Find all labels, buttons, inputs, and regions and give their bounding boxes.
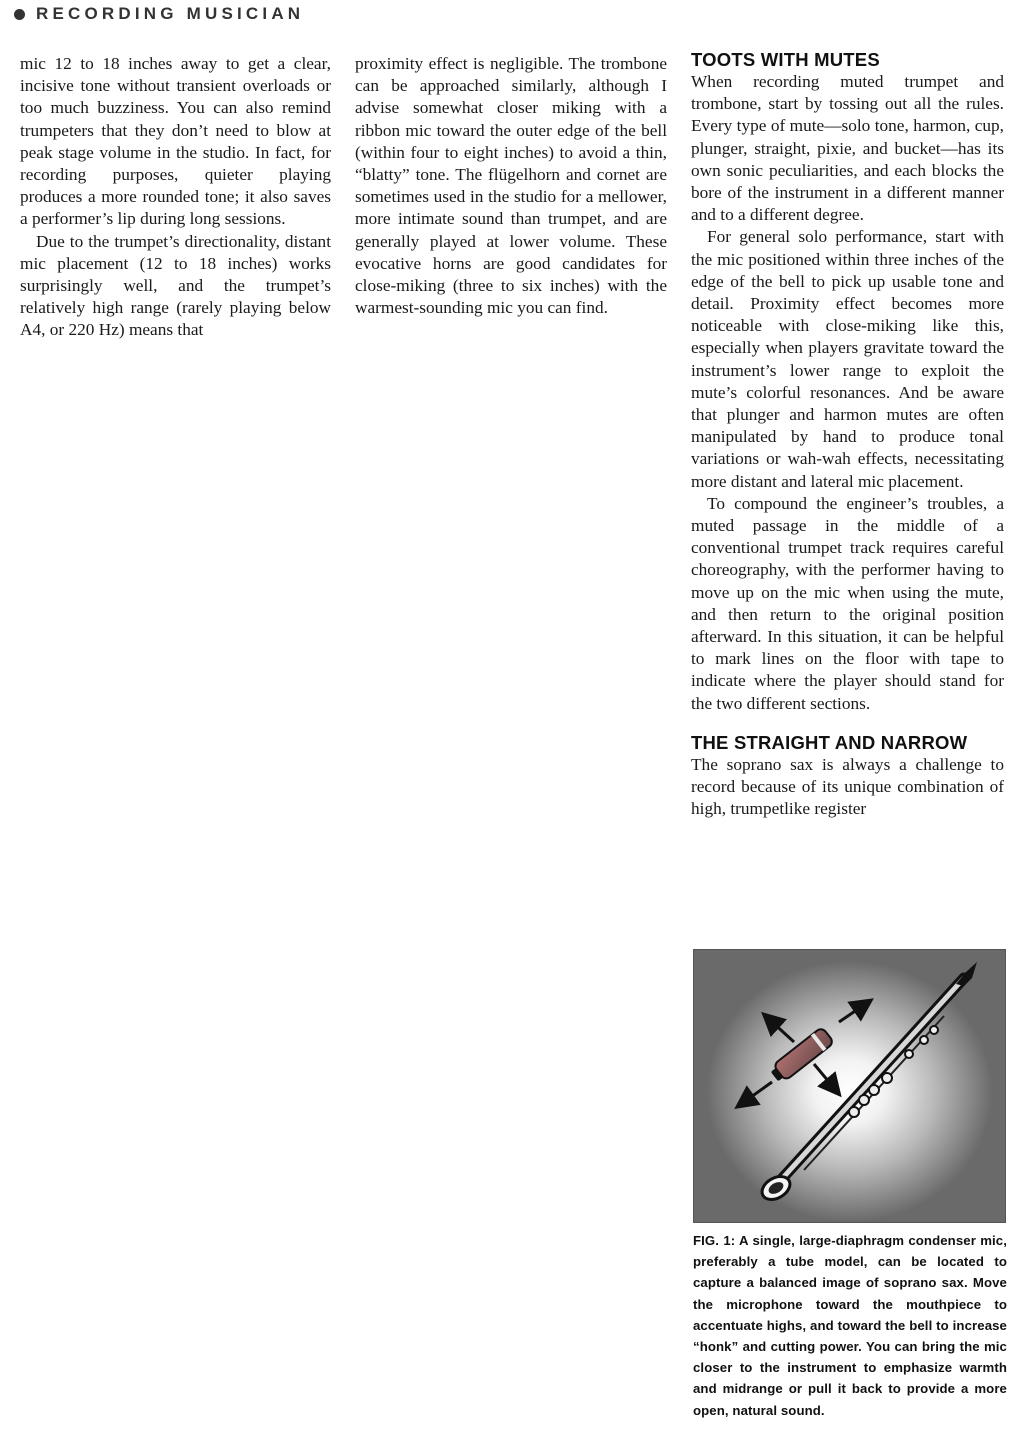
paragraph: To compound the engineer’s troubles, a muted passage in the middle of a conventional trumpet track requires careful choreography, with the performer having to move up on the mic when using the mute, and then return to the original position afterward. In this situation, it can be helpful to mark lines on the floor with tape to indicate where the player should stand for the two different sections. <box>691 493 1004 713</box>
arrow-down-left-icon <box>744 1082 772 1102</box>
section-heading-toots-with-mutes: TOOTS WITH MUTES <box>691 49 880 70</box>
paragraph: proximity effect is negligible. The trombone can be approached similarly, although I advise somewhat closer miking with a ribbon mic toward the outer edge of the bell (within four to eight inches) to avoid a thin, “blatty” tone. The flügelhorn and cornet are sometimes used in the studio for a mellower, more intimate sound than trumpet, and are generally played at lower volume. These evocative horns are good candidates for close-miking (three to six inches) with the warmest-sounding mic you can find. <box>355 54 667 318</box>
running-head <box>14 4 304 24</box>
arrow-down-right-icon <box>814 1064 834 1088</box>
figure-illustration <box>693 949 1006 1223</box>
bullet-icon <box>14 9 25 20</box>
soprano-sax-mic-illustration <box>694 950 1005 1222</box>
paragraph: Due to the trumpet’s directionality, distant mic placement (12 to 18 inches) works surprisingly well, and the trumpet’s relatively high range (rarely playing below A4, or 220 Hz) means that <box>20 231 331 340</box>
paragraph: The soprano sax is always a challenge to record because of its unique combination of high, trumpetlike register <box>691 754 1004 819</box>
column-2 <box>355 53 667 319</box>
column-1 <box>20 53 331 342</box>
paragraph: mic 12 to 18 inches away to get a clear, incisive tone without transient overloads or too much buzziness. You can also remind trumpeters that they don’t need to blow at peak stage volume in the studio. In fact, for recording purposes, quieter playing produces a more rounded tone; it also saves a performer’s lip during long sessions. <box>20 54 331 229</box>
column-3 <box>691 49 1004 821</box>
running-head-title: RECORDING MUSICIAN <box>36 4 305 23</box>
figure-caption: FIG. 1: A single, large-diaphragm condenser mic, preferably a tube model, can be located to capture a balanced image of soprano sax. Move the microphone toward the mouthpiece to accentuate highs, and toward the bell to increase “honk” and cutting power. You can bring the mic closer to the instrument to emphasize warmth and midrange or pull it back to provide a more open, natural sound. <box>693 1233 1007 1418</box>
section-heading-straight-and-narrow: THE STRAIGHT AND NARROW <box>691 731 968 753</box>
paragraph: When recording muted trumpet and trombone, start by tossing out all the rules. Every type of mute—solo tone, harmon, cup, plunger, straight, pixie, and bucket—has its own sonic peculiarities, and each blocks the bore of the instrument in a different manner and to a different degree. <box>691 72 1004 225</box>
arrow-up-left-icon <box>770 1020 794 1042</box>
arrow-up-right-icon <box>839 1005 864 1022</box>
paragraph: For general solo performance, start with the mic positioned within three inches of the edge of the bell to pick up usable tone and detail. Proximity effect becomes more noticeable with close-miking like this, especially when players gravitate toward the instrument’s lower range to exploit the mute’s colorful resonances. And be aware that plunger and harmon mutes are often manipulated by hand to produce tonal variations or wah-wah effects, necessitating more distant and lateral mic placement. <box>691 227 1004 491</box>
soprano-sax-icon <box>758 962 977 1204</box>
